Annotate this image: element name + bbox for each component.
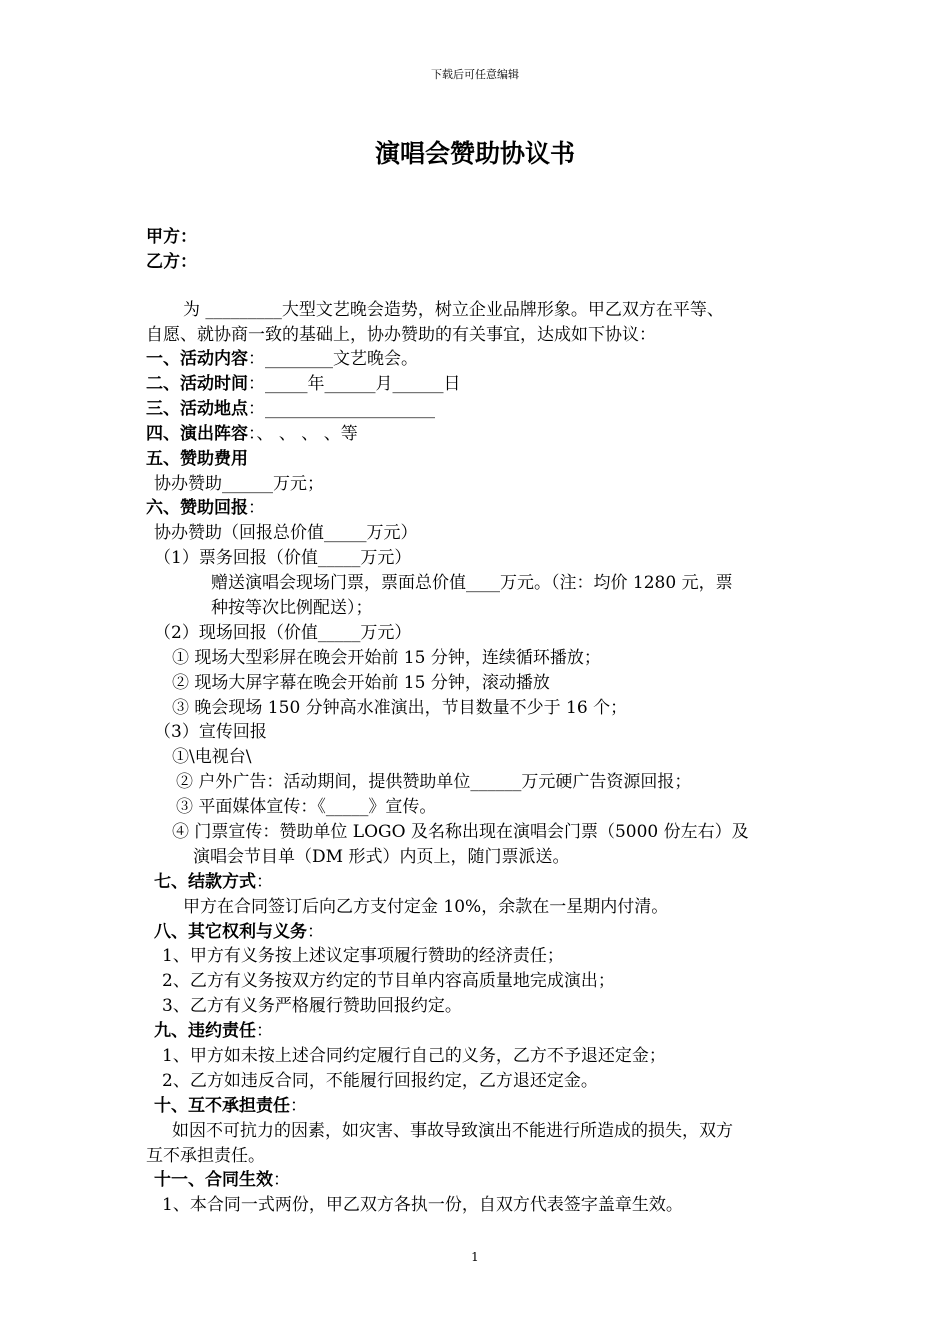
section-7-line-1: 甲方在合同签订后向乙方支付定金 10%，余款在一星期内付清。: [183, 897, 669, 917]
section-7: [154, 871, 273, 893]
section-8-colon: ：: [307, 922, 324, 942]
onsite-reward-item-1: ① 现场大型彩屏在晚会开始前 15 分钟，连续循环播放；: [172, 648, 601, 668]
promo-reward-item-3: ③ 平面媒体宣传：《_____》宣传。: [176, 797, 437, 817]
section-8-item-1: 1、甲方有义务按上述议定事项履行赞助的经济责任；: [162, 946, 564, 966]
section-8-item-2: 2、乙方有义务按双方约定的节目单内容高质量地完成演出；: [162, 971, 615, 991]
section-1: [146, 348, 418, 370]
section-7-colon: ：: [256, 872, 273, 892]
section-11: [154, 1169, 290, 1191]
section-6-heading: 六、赞助回报: [146, 498, 248, 518]
section-3-value: ：____________________: [248, 399, 435, 419]
section-4-heading: 四、演出阵容: [146, 424, 248, 444]
ticket-reward-line-1: 赠送演唱会现场门票，票面总价值____万元。（注：均价 1280 元，票: [211, 573, 733, 593]
document-title: 演唱会赞助协议书: [374, 139, 575, 168]
section-6-colon: ：: [248, 498, 265, 518]
section-6-line-1: 协办赞助（回报总价值_____万元）: [154, 523, 418, 543]
section-11-heading: 十一、合同生效: [154, 1170, 273, 1190]
section-5-heading: 五、赞助费用: [146, 449, 248, 469]
ticket-reward-heading: （1）票务回报（价值_____万元）: [154, 548, 412, 568]
party-b-label: 乙方：: [146, 252, 197, 272]
section-10-line-2: 互不承担责任。: [146, 1146, 265, 1166]
page-header-note: 下载后可任意编辑: [431, 68, 519, 81]
section-3-heading: 三、活动地点: [146, 399, 248, 419]
section-9-colon: ：: [256, 1021, 273, 1041]
section-4-value: ：、 、 、 、等: [248, 424, 358, 444]
ticket-reward-line-2: 种按等次比例配送）；: [211, 598, 373, 618]
section-4: [146, 423, 358, 445]
onsite-reward-item-2: ② 现场大屏字幕在晚会开始前 15 分钟，滚动播放: [172, 673, 550, 693]
section-2-value: ：_____年______月______日: [248, 374, 461, 394]
section-5-line-1: 协办赞助______万元；: [154, 474, 324, 494]
page-number: 1: [471, 1250, 479, 1264]
section-7-heading: 七、结款方式: [154, 872, 256, 892]
intro-line-1: 为 _________大型文艺晚会造势，树立企业品牌形象。甲乙双方在平等、: [183, 300, 724, 320]
section-1-heading: 一、活动内容: [146, 349, 248, 369]
section-10: [154, 1095, 307, 1117]
section-9-item-1: 1、甲方如未按上述合同约定履行自己的义务，乙方不予退还定金；: [162, 1046, 666, 1066]
promo-reward-item-4-line-2: 演唱会节目单（DM 形式）内页上，随门票派送。: [193, 847, 570, 867]
section-8-item-3: 3、乙方有义务严格履行赞助回报约定。: [162, 996, 462, 1016]
section-1-value: ：________文艺晚会。: [248, 349, 418, 369]
section-10-line-1: 如因不可抗力的因素，如灾害、事故导致演出不能进行所造成的损失，双方: [172, 1121, 733, 1141]
section-8: [154, 921, 324, 943]
section-9: [154, 1020, 273, 1042]
section-3: [146, 398, 435, 420]
section-10-colon: ：: [290, 1096, 307, 1116]
promo-reward-item-1: ①\电视台\: [172, 747, 252, 767]
promo-reward-item-2: ② 户外广告：活动期间，提供赞助单位______万元硬广告资源回报；: [176, 772, 692, 792]
section-6: [146, 497, 265, 519]
promo-reward-item-4-line-1: ④ 门票宣传：赞助单位 LOGO 及名称出现在演唱会门票（5000 份左右）及: [172, 822, 749, 842]
party-a-label: 甲方：: [146, 227, 197, 247]
intro-line-2: 自愿、就协商一致的基础上，协办赞助的有关事宜，达成如下协议：: [146, 325, 656, 345]
section-10-heading: 十、互不承担责任: [154, 1096, 290, 1116]
section-8-heading: 八、其它权利与义务: [154, 922, 307, 942]
section-11-item-1: 1、本合同一式两份，甲乙双方各执一份，自双方代表签字盖章生效。: [162, 1195, 683, 1215]
section-11-colon: ：: [273, 1170, 290, 1190]
onsite-reward-item-3: ③ 晚会现场 150 分钟高水准演出，节目数量不少于 16 个；: [172, 698, 628, 718]
promo-reward-heading: （3）宣传回报: [154, 722, 267, 742]
section-9-heading: 九、违约责任: [154, 1021, 256, 1041]
onsite-reward-heading: （2）现场回报（价值_____万元）: [154, 623, 412, 643]
section-2-heading: 二、活动时间: [146, 374, 248, 394]
section-9-item-2: 2、乙方如违反合同，不能履行回报约定，乙方退还定金。: [162, 1071, 598, 1091]
section-2: [146, 373, 461, 395]
